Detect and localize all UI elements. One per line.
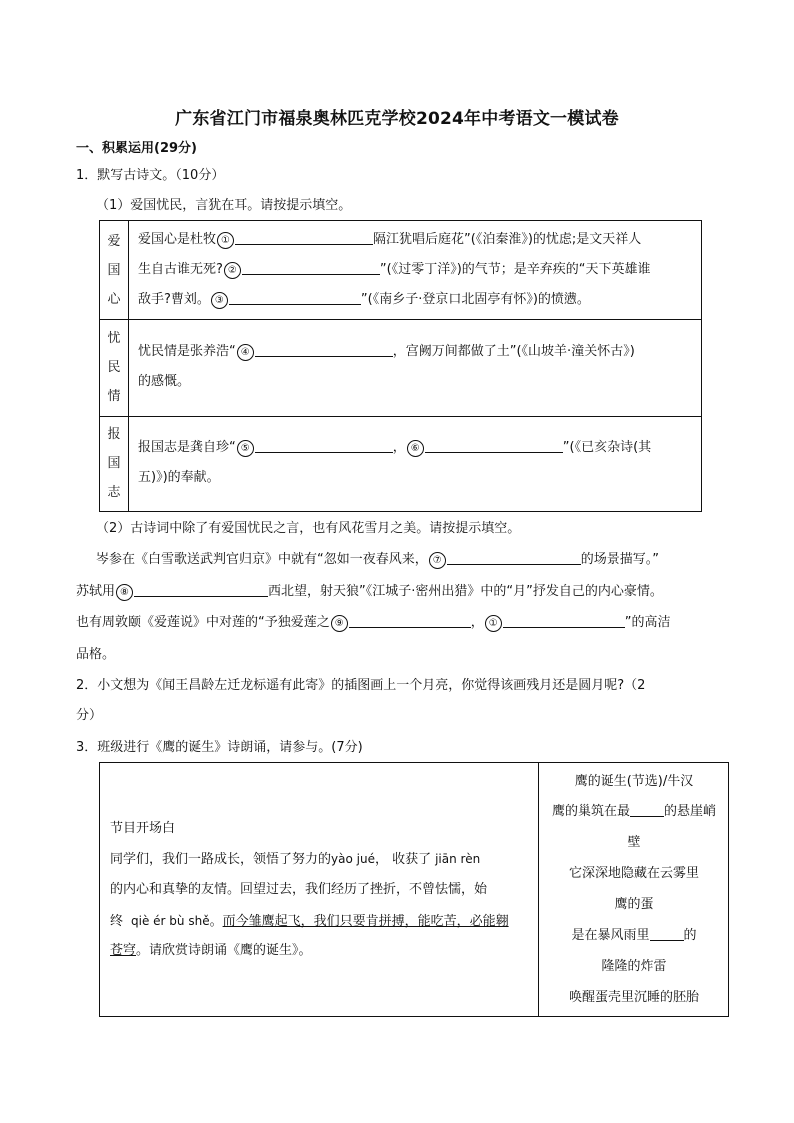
fill-blank[interactable]	[447, 550, 581, 565]
blank-marker: ①	[485, 615, 502, 632]
fill-blank[interactable]	[255, 342, 393, 357]
passage-line	[76, 613, 671, 633]
fill-blank[interactable]	[349, 613, 471, 628]
category-char: 志	[107, 485, 121, 500]
blank-marker: ③	[211, 292, 228, 309]
table-row-patriotism	[100, 221, 701, 320]
text: 终	[110, 914, 124, 929]
text: 忧民情是张养浩“	[138, 344, 236, 359]
blank-marker: ⑤	[237, 440, 254, 457]
text: 敌手?曹刘。	[138, 292, 210, 307]
table-row-nation	[100, 416, 701, 511]
opening-line	[110, 941, 312, 961]
poem-line	[539, 802, 729, 822]
text: 生自古谁无死?	[138, 262, 223, 277]
poem-line: 鹰的蛋	[614, 897, 654, 912]
text: 苏轼用	[76, 584, 116, 599]
underlined-sentence: 苍穹	[110, 943, 137, 958]
text: ”(《已亥杂诗(其	[562, 440, 652, 455]
blank-marker: ②	[224, 262, 241, 279]
question-3-stem: 3．班级进行《鹰的诞生》诗朗诵，请参与。(7分)	[76, 740, 363, 755]
text: ，宫阙万间都做了土”(《山坡羊·潼关怀古》)	[392, 344, 635, 359]
fill-blank[interactable]	[235, 230, 373, 245]
column-divider	[538, 763, 539, 1016]
fill-blank[interactable]	[503, 613, 625, 628]
text: 西北望，射天狼”《江城子·密州出猎》中的“月”抒发自己的内心豪情。	[268, 584, 663, 599]
text: 也有周敦颐《爱莲说》中对莲的“予独爱莲之	[76, 615, 330, 630]
text: 岑参在《白雪歌送武判官归京》中就有“忽如一夜春风来，	[96, 552, 428, 567]
fill-blank[interactable]	[242, 260, 380, 275]
text: ， 收获了	[374, 852, 432, 867]
blank-marker: ⑨	[331, 615, 348, 632]
text: 隔江犹唱后庭花”(《泊秦淮》)的忧虑;是文天祥人	[373, 232, 642, 247]
fill-blank[interactable]	[134, 582, 268, 597]
passage-line: 品格。	[76, 647, 116, 662]
text: 的悬崖峭	[664, 804, 717, 819]
poem-line: 唤醒蛋壳里沉睡的胚胎	[568, 990, 699, 1005]
pinyin: jiān rèn	[435, 852, 481, 866]
category-char: 民	[107, 360, 121, 375]
text: 是在暴风雨里	[571, 928, 650, 943]
passage-line	[76, 582, 663, 602]
opening-line	[110, 849, 480, 870]
blank-marker: ⑦	[429, 552, 446, 569]
blank-marker: ④	[237, 344, 254, 361]
question-1-sub1: （1）爱国忧民，言犹在耳。请按提示填空。	[96, 198, 352, 213]
text: 报国志是龚自珍“	[138, 440, 236, 455]
text: ”(《南乡子·登京口北固亭有怀》)的愤懑。	[360, 292, 590, 307]
category-char: 国	[107, 456, 121, 471]
row-category	[100, 221, 129, 319]
row-category	[100, 416, 129, 511]
question-1-sub2: （2）古诗词中除了有爱国忧民之言，也有风花雪月之美。请按提示填空。	[96, 521, 521, 536]
poem-line: 它深深地隐藏在云雾里	[568, 866, 699, 881]
poetry-table	[99, 220, 702, 512]
table-row-people	[100, 319, 701, 417]
text: 鹰的巢筑在最	[551, 804, 630, 819]
blank-marker: ⑧	[116, 584, 133, 601]
fill-blank[interactable]	[630, 802, 664, 817]
opening-line: 的内心和真挚的友情。回望过去，我们经历了挫折，不曾怯懦，始	[110, 882, 488, 897]
text: 。	[209, 914, 223, 929]
fill-blank[interactable]	[425, 438, 563, 453]
text: 爱国心是杜牧	[138, 232, 217, 247]
poem-line: 隆隆的炸雷	[601, 959, 667, 974]
text: 的场景描写。”	[580, 552, 659, 567]
blank-marker: ①	[217, 232, 234, 249]
text: 的感慨。	[138, 374, 191, 389]
text: 五)》)的奉献。	[138, 470, 220, 485]
opening-line	[110, 911, 509, 932]
opening-heading: 节目开场白	[110, 821, 176, 836]
text: ”的高洁	[624, 615, 671, 630]
text: ”(《过零丁洋》)的气节；是辛弃疾的“天下英雄谁	[379, 262, 651, 277]
blank-marker: ⑥	[407, 440, 424, 457]
section-heading: 一、积累运用(29分)	[76, 141, 197, 156]
pinyin: yào jué	[331, 852, 375, 866]
category-char: 国	[107, 262, 121, 278]
category-char: 心	[107, 291, 121, 307]
text: ，	[392, 440, 406, 455]
page-title: 广东省江门市福泉奥林匹克学校2024年中考语文一模试卷	[175, 109, 619, 129]
poem-line: 壁	[627, 835, 641, 850]
fill-blank[interactable]	[650, 926, 684, 941]
fill-blank[interactable]	[255, 438, 393, 453]
question-1-stem: 1．默写古诗文。（10分）	[76, 168, 225, 183]
category-char: 报	[107, 427, 121, 442]
pinyin: qiè ér bù shě	[131, 914, 210, 928]
passage-line	[96, 550, 659, 570]
underlined-sentence: 而今雏鹰起飞，我们只要肯拼搏，能吃苦，必能翱	[222, 914, 509, 929]
recitation-table	[99, 762, 729, 1017]
row-category	[100, 319, 129, 416]
category-char: 忧	[107, 331, 121, 346]
fill-blank[interactable]	[229, 290, 361, 305]
text: ，	[470, 615, 484, 630]
poem-line	[539, 926, 729, 946]
text: 。请欣赏诗朗诵《鹰的诞生》。	[136, 943, 312, 958]
question-2-line2: 分）	[76, 708, 103, 723]
category-char: 情	[107, 389, 121, 404]
category-char: 爱	[107, 233, 121, 249]
text: 的	[683, 928, 697, 943]
question-2-line1: 2．小文想为《闻王昌龄左迁龙标遥有此寄》的插图画上一个月亮，你觉得该画残月还是圆月呢?（2	[76, 678, 646, 693]
text: 同学们，我们一路成长，领悟了努力的	[110, 852, 332, 867]
poem-title: 鹰的诞生(节选)/牛汉	[574, 774, 694, 789]
